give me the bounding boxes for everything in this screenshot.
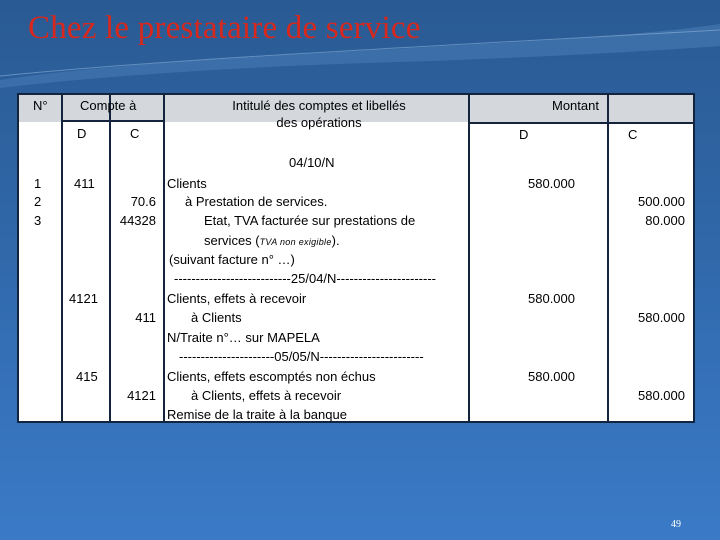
entry-date: 04/10/N	[289, 155, 335, 170]
entry-line: Clients	[167, 176, 207, 191]
entry-line: à Prestation de services.	[185, 194, 328, 209]
grid-line	[61, 95, 63, 421]
grid-line	[109, 95, 111, 421]
header-num: N°	[33, 98, 48, 113]
entry-line: Etat, TVA facturée sur prestations de	[204, 213, 416, 228]
header-intitule: Intitulé des comptes et libellés	[232, 98, 406, 113]
credit-account: 411	[135, 310, 156, 325]
entry-line: Clients, effets escomptés non échus	[167, 369, 376, 384]
debit-account: 411	[74, 176, 95, 191]
credit-account: 44328	[119, 213, 156, 228]
grid-line	[468, 95, 470, 421]
header-montant-credit: C	[628, 127, 638, 142]
entry-note: (suivant facture n° …)	[169, 252, 295, 267]
entry-line: Remise de la traite à la banque	[167, 407, 347, 422]
tva-note: TVA non exigible	[259, 237, 332, 247]
credit-account: 70.6	[130, 194, 156, 209]
entry-date: ---------------------------25/04/N-----------------------	[174, 271, 436, 286]
entry-date: ----------------------05/05/N------------------------	[179, 349, 424, 364]
grid-line	[163, 95, 165, 421]
debit-amount: 580.000	[528, 176, 575, 191]
entry-line-part: ).	[331, 233, 340, 248]
entry-line	[204, 233, 340, 250]
header-intitule-line2: des opérations	[276, 115, 362, 130]
row-number: 1	[34, 176, 42, 191]
entry-line: à Clients	[191, 310, 242, 325]
header-separator	[468, 122, 693, 124]
header-compte-credit: C	[130, 126, 140, 141]
row-number: 2	[34, 194, 42, 209]
debit-account: 415	[76, 369, 98, 384]
entry-line: Clients, effets à recevoir	[167, 291, 307, 306]
header-compte-debit: D	[77, 126, 87, 141]
header-separator	[61, 120, 163, 122]
header-compte: Compte à	[80, 98, 137, 113]
grid-line	[607, 95, 609, 421]
debit-amount: 580.000	[528, 369, 575, 384]
debit-amount: 580.000	[528, 291, 575, 306]
credit-amount: 80.000	[645, 213, 685, 228]
page-number: 49	[671, 519, 681, 530]
slide-title: Chez le prestataire de service	[28, 10, 421, 46]
header-montant-debit: D	[519, 127, 529, 142]
journal-table	[17, 93, 695, 423]
debit-account: 4121	[69, 291, 98, 306]
entry-line: N/Traite n°… sur MAPELA	[167, 330, 320, 345]
credit-amount: 500.000	[638, 194, 685, 209]
entry-line: à Clients, effets à recevoir	[191, 388, 342, 403]
credit-amount: 580.000	[638, 388, 685, 403]
header-montant: Montant	[552, 98, 599, 113]
entry-line-part: services (	[204, 233, 260, 248]
credit-account: 4121	[127, 388, 156, 403]
credit-amount: 580.000	[638, 310, 685, 325]
row-number: 3	[34, 213, 42, 228]
